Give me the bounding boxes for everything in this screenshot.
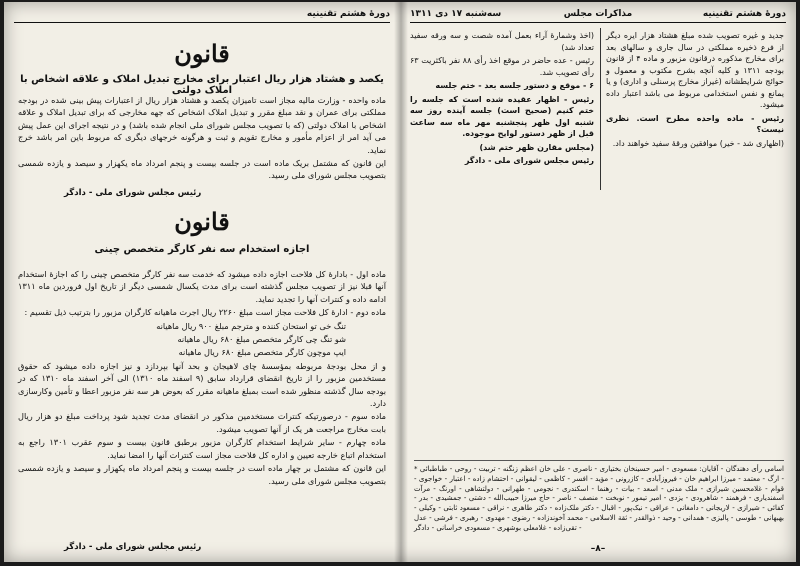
right-page-column-b bbox=[410, 30, 594, 169]
paragraph: جدید و غیره تصویب شده مبلغ هشتاد هزار ایره دیگر از فرع ذخیره مملکتی در سال جاری و سالهای بعد برای مخارج مذکوره درقانون مزبور و ماده ۴ از قانون بودجه ۱۳۱۱ و کلیه آنچه بشرح مکتوب و معمول و حوائج شرایطشانه (غیراز مخارج پرسنلی و اداری) و یا یمانع و نفس استخدامی مربوط می باشد اعتبار داده میشود. bbox=[606, 31, 785, 109]
list-item: شو تنگ چی کارگر متخصص مبلغ ۶۸۰ ریال ماهیانه bbox=[177, 334, 346, 345]
paragraph: ماده چهارم - سایر شرایط استخدام کارگران مزبور برطبق قانون بیست و سوم عقرب ۱۳۰۱ راجع به استخدام اتباع خارجه تعیین و اداره کل فلاحت مجاز است کنترات آنها را امضا نماید. bbox=[18, 437, 386, 460]
signature: رئیس مجلس شورای ملی - دادگر bbox=[64, 542, 202, 552]
header-title: مذاکرات مجلس bbox=[563, 9, 633, 19]
law-title: قانون bbox=[174, 207, 230, 236]
paragraph: و از محل بودجهٔ مربوطه بمؤسسهٔ چای لاهیجان و بحد آنها بپردازد و نیز اجازه داده میشود که حقوق مستخدمین مزبور را از تاریخ انقضای قرارداد سابق (۹ اسفند ماه ۱۳۱۰) الی آخر اسفند ماه ۱۳۱۰ که در بودجه سال گذشته منظور شده است بمبلغ ماهیانه مقرر که بعوض هر سه نفر مزبور اعطا و تأمین وکارسازی دارد. bbox=[18, 360, 386, 409]
header-volume: دورهٔ هشتم تقنینیه bbox=[306, 9, 390, 19]
paragraph: (مجلس مقارن ظهر ختم شد) bbox=[479, 142, 594, 152]
header-date: سه‌شنبه ۱۷ دی ۱۳۱۱ bbox=[410, 9, 502, 19]
law-subtitle: اجازه استخدام سه نفر کارگر متخصص چینی bbox=[94, 244, 310, 255]
law-subtitle: یکصد و هشتاد هزار ریال اعتبار برای مخارج تبدیل املاک و علاقه اشخاص با املاک دولتی bbox=[20, 74, 384, 96]
document-spread bbox=[4, 2, 796, 562]
section-heading: ۶ - موقع و دستور جلسه بعد - ختم جلسه bbox=[435, 81, 594, 90]
paragraph: ماده سوم - درصورتیکه کنترات مستخدمین مذکور در انقضای مدت تجدید شود پرداخت مبلغ دو هزار ریال بابت مخارج مراجعت هر یک از آنها تصویب میشود. bbox=[18, 411, 386, 434]
paragraph: رئیس - ماده واحده مطرح است. نظری نیست؟ bbox=[606, 113, 784, 134]
paragraph: ماده واحده - وزارت مالیه مجاز است تامیزان یکصد و هشتاد هزار ریال از اعتبارات پیش بینی شده در بودجه مملکتی برای عمران و نقد مبلغ مقرر و تبدیل املاک اشخاص که جهه مخارجی که برای تبدیل املاک و علاقه اشخاص با املاک دولتی (که با تصویب مجلس شورای ملی انجام شده باشد) و در نتیجه اجرای این عمل پیش می آید امر از اعزام مأمور و مخارج تقویم و ثبت و هرگونه خرجهای دیگری که مربوط باین امر باشد خرج نماید. bbox=[18, 95, 386, 155]
header-volume: دورهٔ هشتم تقنینیه bbox=[702, 9, 786, 19]
law-body bbox=[18, 268, 386, 488]
column-divider bbox=[600, 28, 601, 190]
page-number: –۸– bbox=[590, 544, 606, 554]
left-page bbox=[4, 2, 400, 562]
paragraph: (اخذ وشمارهٔ آراء بعمل آمده شصت و سه ورقه سفید تعداد شد) bbox=[410, 31, 594, 52]
paragraph: رئیس - عده حاضر در موقع اخذ رأی ۸۸ نفر باکثریت ۶۳ رأی تصویب شد. bbox=[410, 56, 594, 77]
running-header-right bbox=[410, 8, 786, 23]
list-item: تنگ خی تو استحان کننده و مترجم مبلغ ۹۰۰ ریال ماهیانه bbox=[156, 320, 346, 331]
paragraph: ماده دوم - ادارهٔ کل فلاحت مجاز است مبلغ ۲۲۶۰ ریال اجرت ماهیانه کارگران مزبور را بترتیب ذیل تقسیم : bbox=[24, 307, 386, 318]
attendance-footnote: * اسامی رأی دهندگان - آقایان: مسعودی - امیر حسینخان بختیاری - ناصری - علی خان اعظم زنگنه - تربیت - روحی - طباطبائی - ارگ - معتمد - میرزا ابراهیم خان - فیروزآبادی - کازرونی - مؤید - افسر - کاظمی - لیقوانی - احتشام زاده - اعتبار - خواجوی - قوام - غلامحسین شیرازی - ملک مدنی - اسعد - بیات - رهنما - اسکندری - نجومی - طهرانی - دولتشاهی - اورنگ - مرآت اسفندیاری - فرهمند - شاهرودی - یزدی - امیر تیمور - نوبخت - منصف - ناصر - حاج میرزا حبیب‌الله - دشتی - جمشیدی - بدر - کفائی - شیرازی - لاریجانی - دامغانی - عراقی - نیک‌پور - اقبال - دکتر ملک‌زاده - دکتر طاهری - نراقی - مسعود ثابتی - وکیلی - بهبهانی - طوسی - پالیزی - همدانی - وحید - ذوالقدر - ثقة الاسلامی - محمد آخوندزاده - رضوی - مهدوی - رهبری - فرشی - عدل - تقی‌زاده - غلامعلی بوشهری - مسعودی خراسانی - دادگر bbox=[414, 460, 784, 534]
running-header-left bbox=[14, 8, 390, 23]
paragraph: ماده اول - بادارهٔ کل فلاحت اجازه داده میشود که خدمت سه نفر کارگر متخصص چینی را که اجازهٔ استخدام آنها قبلا نیز از تصویب مجلس گذشته است برای مدت یکسال شمسی دیگر از تاریخ اول فروردین ماه ۱۳۱۱ ادامه داده و کنترات آنها را تجدید نماید. bbox=[18, 269, 386, 304]
paragraph: این قانون که مشتمل بریک ماده است در جلسه بیست و پنجم امرداد ماه یکهزار و سیصد و یازده شمسی بتصویب مجلس شورای ملی رسید. bbox=[18, 158, 386, 181]
law-title: قانون bbox=[174, 39, 230, 68]
paragraph: رئیس - اظهار عقیده شده است که جلسه را ختم کنیم (صحیح است) جلسه آینده روز سه شنبه اول ظهر پنجشنبه مهر ماه سه ساعت قبل از ظهر دستور لوایح موجوده. bbox=[410, 94, 594, 138]
list-item: ایپ موچون کارگر متخصص مبلغ ۶۸۰ ریال ماهیانه bbox=[178, 347, 346, 358]
right-page-column-a bbox=[606, 30, 784, 151]
law-body bbox=[18, 94, 386, 183]
signature: رئیس مجلس شورای ملی - دادگر bbox=[64, 188, 202, 198]
signature: رئیس مجلس شورای ملی - دادگر bbox=[464, 156, 594, 165]
paragraph: این قانون که مشتمل بر چهار ماده است در جلسه بیست و پنجم امرداد ماه یکهزار و سیصد و یازده شمسی بتصویب مجلس شورای ملی رسید. bbox=[18, 463, 386, 486]
paragraph: (اظهاری شد - خیر) موافقین ورقهٔ سفید خواهند داد. bbox=[612, 138, 784, 148]
